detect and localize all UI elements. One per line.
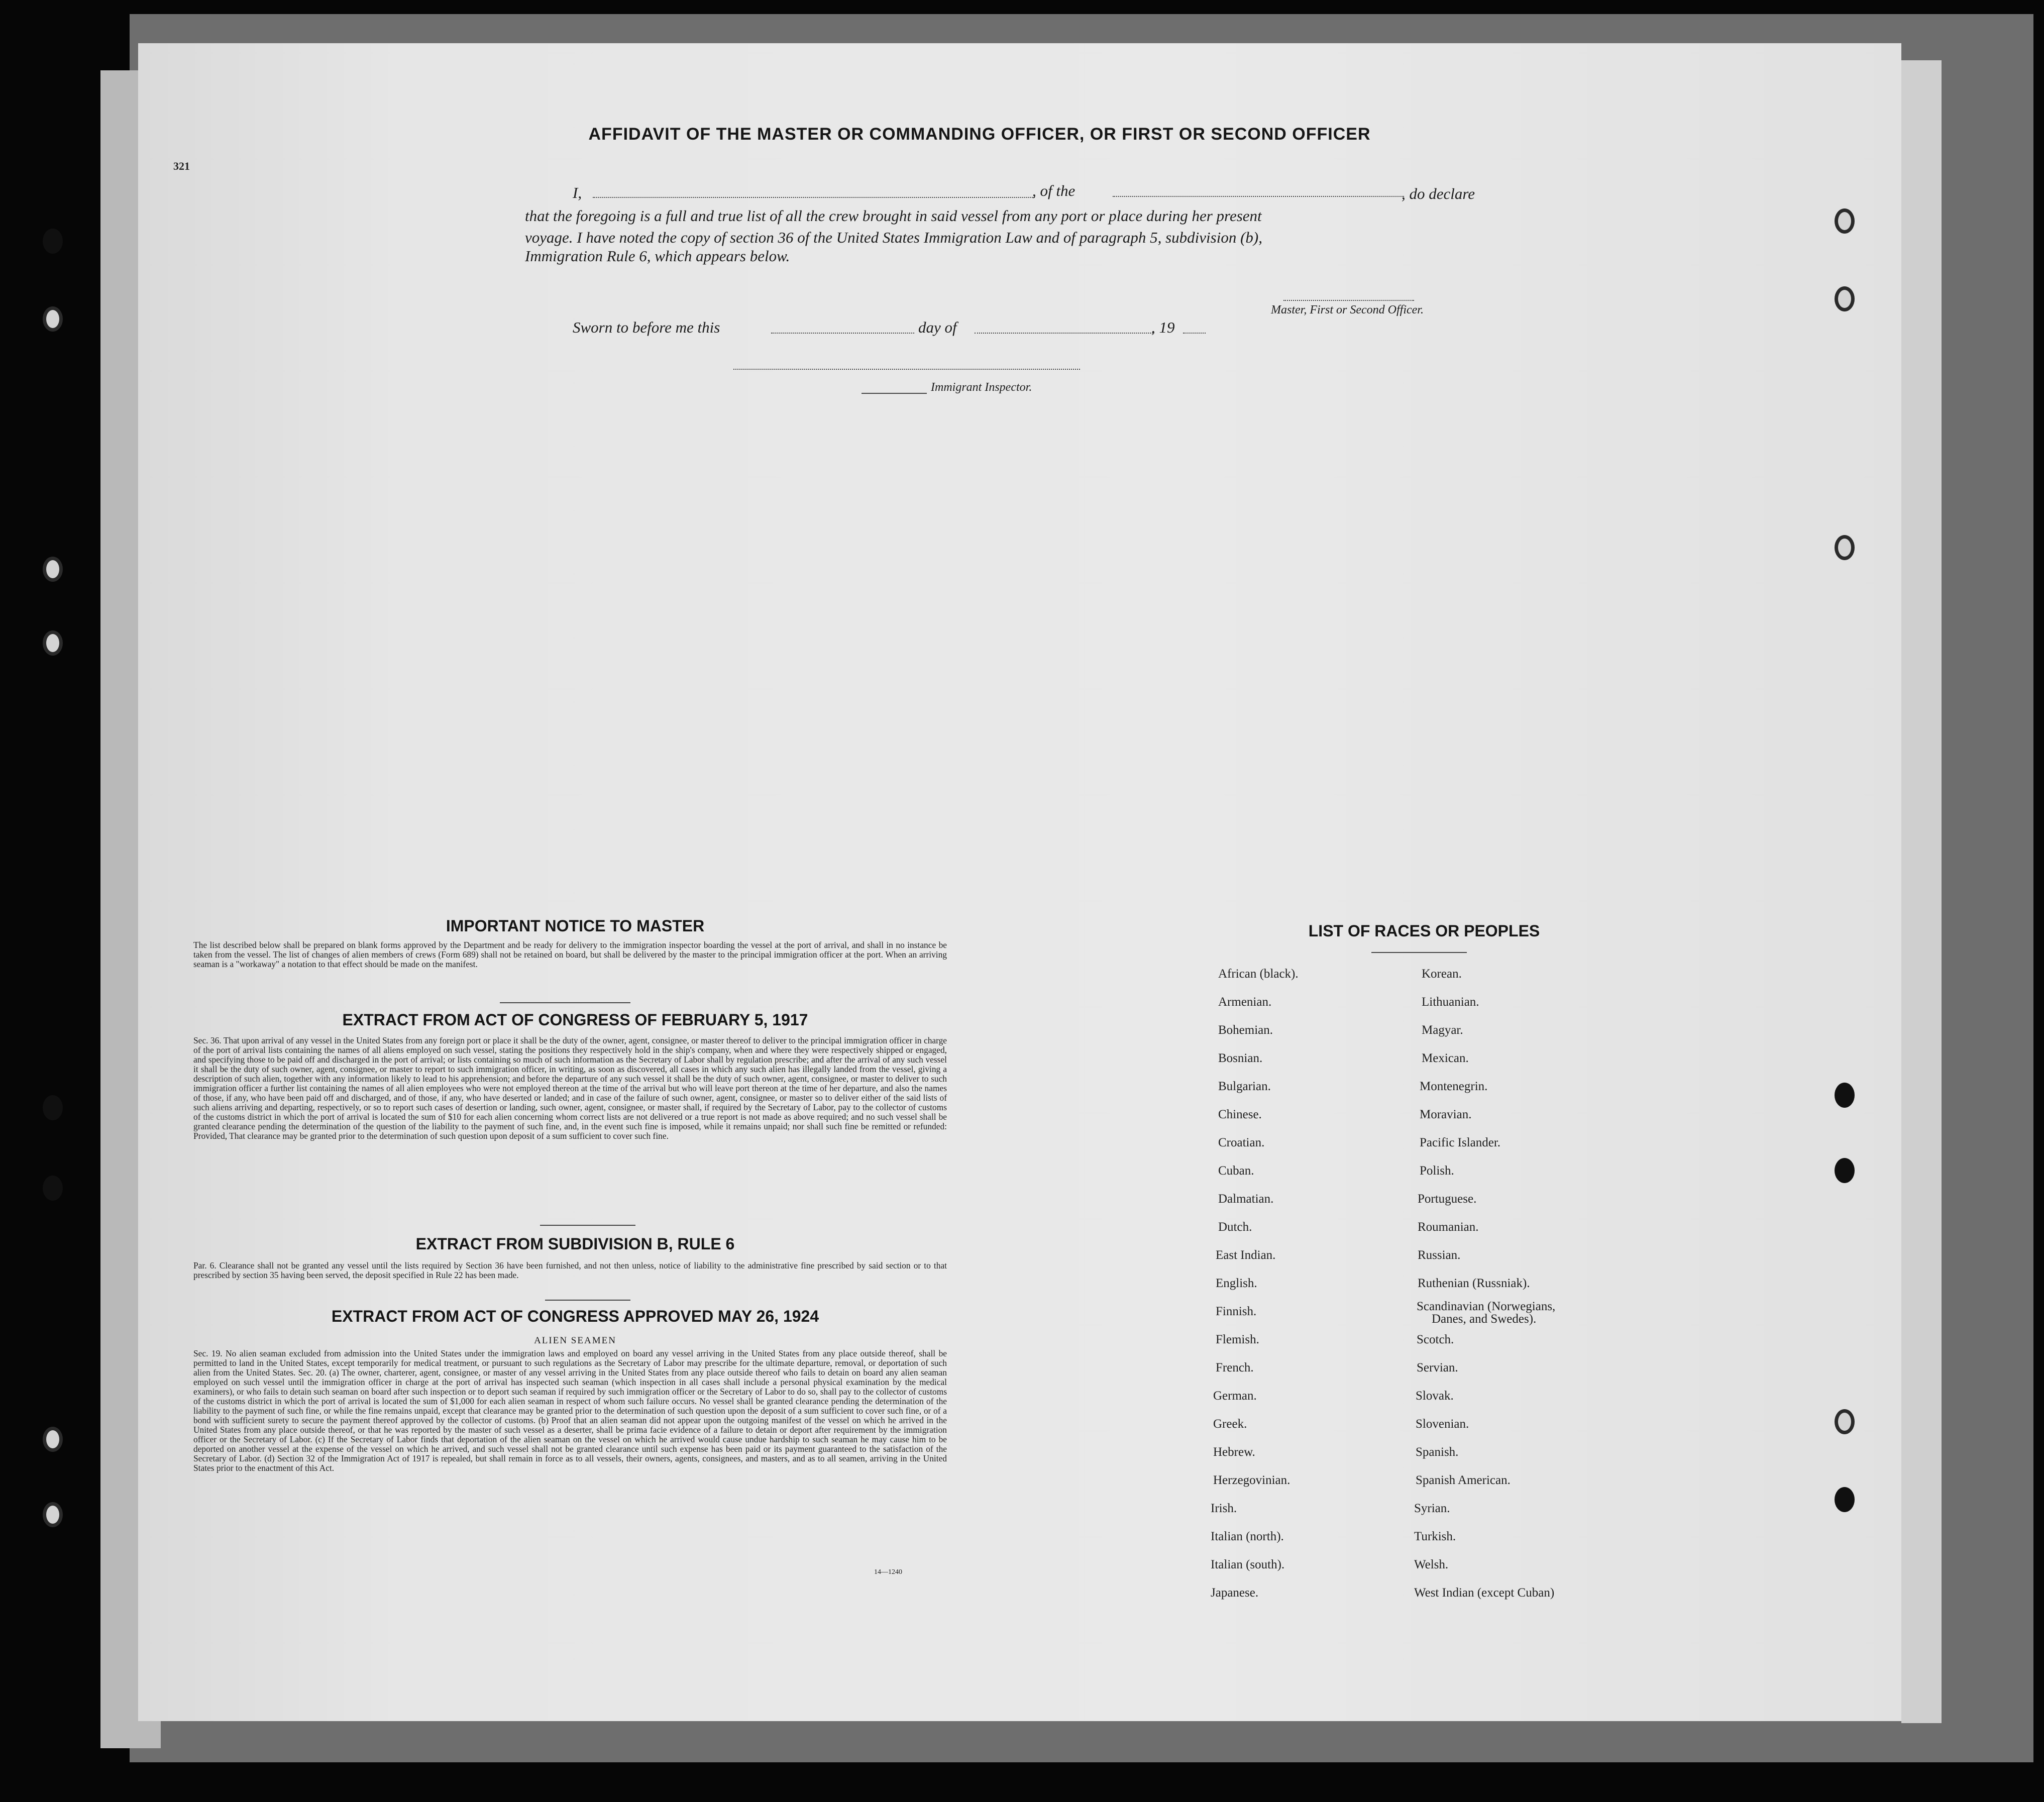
binder-hole-icon bbox=[1835, 1083, 1855, 1108]
race-item: Finnish. bbox=[1216, 1305, 1257, 1318]
inspector-line bbox=[733, 369, 1080, 370]
race-item: Mexican. bbox=[1422, 1051, 1469, 1065]
race-item: Scotch. bbox=[1417, 1333, 1454, 1346]
race-item: Hebrew. bbox=[1213, 1445, 1255, 1459]
notice-text: The list described below shall be prepared on blank forms approved by the Department and be ready for delivery to the immigration inspector boarding the vessel at the port of arrival, and shall in no instance be taken from the vessel. The list of changes of alien members of crews (Form 689) shall not be retained on board, but shall be delivered by the master to the principal immigration officer at the port. When an arriving seaman is a "workaway" a notation to that effect should be made on the manifest. bbox=[193, 940, 947, 969]
race-item: Roumanian. bbox=[1418, 1220, 1479, 1234]
margin-mark: 321 bbox=[173, 160, 190, 172]
race-item: Croatian. bbox=[1218, 1136, 1265, 1149]
race-item: Russian. bbox=[1418, 1248, 1461, 1262]
sworn-day-of: day of bbox=[918, 319, 957, 336]
binder-hole-icon bbox=[43, 1427, 63, 1452]
race-item: Bohemian. bbox=[1218, 1023, 1273, 1037]
race-item: Italian (north). bbox=[1211, 1530, 1284, 1543]
race-item: Bosnian. bbox=[1218, 1051, 1263, 1065]
race-item: Cuban. bbox=[1218, 1164, 1254, 1178]
binder-hole-icon bbox=[1835, 1409, 1855, 1434]
binder-hole-icon bbox=[43, 229, 63, 254]
signature-caption: Master, First or Second Officer. bbox=[1271, 303, 1424, 316]
race-item: Spanish American. bbox=[1416, 1473, 1511, 1487]
alien-seamen-subheading: ALIEN SEAMEN bbox=[534, 1335, 616, 1346]
race-item: Magyar. bbox=[1422, 1023, 1463, 1037]
race-item: Dutch. bbox=[1218, 1220, 1252, 1234]
races-heading: LIST OF RACES OR PEOPLES bbox=[1308, 922, 1540, 940]
race-item: Italian (south). bbox=[1211, 1558, 1285, 1571]
race-item: Ruthenian (Russniak). bbox=[1418, 1277, 1530, 1290]
race-item: East Indian. bbox=[1216, 1248, 1276, 1262]
race-item: French. bbox=[1216, 1361, 1254, 1374]
sworn-year: , 19 bbox=[1151, 319, 1175, 336]
affidavit-line-4: Immigration Rule 6, which appears below. bbox=[525, 247, 790, 265]
affidavit-of-the: , of the bbox=[1032, 182, 1075, 199]
race-item: German. bbox=[1213, 1389, 1257, 1403]
extract-1924-text: Sec. 19. No alien seaman excluded from admission into the United States under the immigration laws and employed on board any vessel arriving in the United States from any place outside thereof, shall be permitted to land in the United States, except temporarily for medical treatment, or pursuant to such regulations as the Secretary of Labor may prescribe for the ultimate departure, removal, or deportation of such alien from the United States. Sec. 20. (a) The owner, charterer, agent, consignee, or master of any vessel arriving in the United States from any place outside thereof who fails to detain on board any alien seaman employed on such vessel until the immigration officer in charge at the port of arrival has inspected such seaman (which inspection in all cases shall include a personal physical examination by the medical examiners), or who fails to detain such seaman on board after such inspection or to deport such seaman if required by such immigration officer or the Secretary of Labor to do so, shall pay to the collector of customs of the customs district in which the port of arrival is located the sum of $1,000 for each alien seaman in respect of whom such failure occurs. No vessel shall be granted clearance pending the determination of the liability to the payment of such fine, or while the fine remains unpaid, except that clearance may be granted prior to the determination of such question upon the deposit of a sum sufficient to cover such fine, or of a bond with sufficient surety to secure the payment thereof approved by the collector of customs. (b) Proof that an alien seaman did not appear upon the outgoing manifest of the vessel on which he arrived in the United States from any place outside thereof, or that he was reported by the master of such vessel as a deserter, shall be prima facie evidence of a failure to detain or deport after requirement by the immigration officer or the Secretary of Labor. (c) If the Secretary of Labor finds that deportation of the alien seaman on the vessel on which he arrived would cause undue hardship to such seaman he may cause him to be deported on another vessel at the expense of the vessel on which he arrived, and such vessel shall not be granted clearance until such expense has been paid or its payment guaranteed to the satisfaction of the Secretary of Labor. (d) Section 32 of the Immigration Act of 1917 is repealed, but shall remain in force as to all vessels, their owners, agents, consignees, and masters, and as to all seamen, arriving in the United States prior to the enactment of this Act. bbox=[193, 1348, 947, 1473]
race-item: Syrian. bbox=[1414, 1502, 1450, 1515]
binder-hole-icon bbox=[1835, 208, 1855, 234]
divider bbox=[500, 1002, 630, 1003]
extract-rule6-text: Par. 6. Clearance shall not be granted any vessel until the lists required by Section 36 have been furnished, and not then unless, notice of liability to the administrative fine prescribed by said section or to that prescribed by section 35 having been served, the deposit specified in Rule 22 has been made. bbox=[193, 1260, 947, 1280]
binder-hole-icon bbox=[1835, 535, 1855, 560]
race-item: Servian. bbox=[1417, 1361, 1458, 1374]
race-item: Moravian. bbox=[1420, 1108, 1472, 1121]
race-item: West Indian (except Cuban) bbox=[1414, 1586, 1555, 1600]
race-item: Slovenian. bbox=[1416, 1417, 1469, 1431]
race-item: English. bbox=[1216, 1277, 1257, 1290]
divider bbox=[540, 1225, 635, 1226]
race-item: Greek. bbox=[1213, 1417, 1247, 1431]
race-item: Portuguese. bbox=[1418, 1192, 1477, 1206]
affidavit-do-declare: , do declare bbox=[1402, 185, 1475, 202]
binder-hole-icon bbox=[43, 1502, 63, 1527]
inspector-short-line bbox=[862, 393, 927, 394]
race-item: Flemish. bbox=[1216, 1333, 1259, 1346]
extract-1917-heading: EXTRACT FROM ACT OF CONGRESS OF FEBRUARY 5, 1917 bbox=[342, 1011, 808, 1029]
divider bbox=[1371, 952, 1467, 953]
race-item: Turkish. bbox=[1414, 1530, 1456, 1543]
race-item: Pacific Islander. bbox=[1420, 1136, 1501, 1149]
race-item: Spanish. bbox=[1416, 1445, 1459, 1459]
binder-hole-icon bbox=[43, 1095, 63, 1120]
affidavit-title: AFFIDAVIT OF THE MASTER OR COMMANDING OFFICER, OR FIRST OR SECOND OFFICER bbox=[588, 125, 1371, 144]
binder-hole-icon bbox=[1835, 1158, 1855, 1183]
binder-hole-icon bbox=[43, 1176, 63, 1201]
race-item: Chinese. bbox=[1218, 1108, 1262, 1121]
extract-1924-heading: EXTRACT FROM ACT OF CONGRESS APPROVED MAY 26, 1924 bbox=[331, 1307, 819, 1325]
affidavit-i: I, bbox=[573, 184, 582, 201]
race-item: Scandinavian (Norwegians, bbox=[1417, 1300, 1556, 1313]
divider bbox=[545, 1300, 630, 1301]
binder-hole-icon bbox=[43, 306, 63, 332]
notice-heading: IMPORTANT NOTICE TO MASTER bbox=[446, 917, 705, 935]
extract-rule6-heading: EXTRACT FROM SUBDIVISION B, RULE 6 bbox=[415, 1235, 735, 1253]
race-item: Korean. bbox=[1422, 967, 1462, 981]
sworn-month-blank bbox=[975, 333, 1153, 334]
page-edge bbox=[1901, 60, 1942, 1723]
race-item: Danes, and Swedes). bbox=[1432, 1312, 1537, 1326]
form-number: 14—1240 bbox=[874, 1568, 902, 1576]
race-item: Bulgarian. bbox=[1218, 1080, 1271, 1093]
race-item: Welsh. bbox=[1414, 1558, 1449, 1571]
binder-hole-icon bbox=[1835, 1487, 1855, 1512]
name-blank bbox=[593, 197, 1035, 198]
affidavit-line-2: that the foregoing is a full and true list of all the crew brought in said vessel from any port or place during her present bbox=[525, 207, 1262, 225]
sworn-year-blank bbox=[1183, 333, 1206, 334]
race-item: Herzegovinian. bbox=[1213, 1473, 1290, 1487]
affidavit-line-3: voyage. I have noted the copy of section 36 of the United States Immigration Law and of paragraph 5, subdivision (b), bbox=[525, 229, 1262, 246]
binder-hole-icon bbox=[43, 557, 63, 582]
race-item: Dalmatian. bbox=[1218, 1192, 1274, 1206]
race-item: Lithuanian. bbox=[1422, 995, 1479, 1009]
race-item: Montenegrin. bbox=[1420, 1080, 1488, 1093]
sworn-day-blank bbox=[771, 333, 914, 334]
race-item: Slovak. bbox=[1416, 1389, 1454, 1403]
sworn-text: Sworn to before me this bbox=[573, 319, 720, 336]
signature-line bbox=[1283, 300, 1414, 301]
extract-1917-text: Sec. 36. That upon arrival of any vessel in the United States from any foreign port or place it shall be the duty of the owner, agent, consignee, or master thereof to deliver to the principal immigration officer in charge of the port of arrival lists containing the names of all aliens employed on such vessel, stating the positions they respectively hold in the ship's company, when and where they were respectively shipped or engaged, and specifying those to be paid off and discharged in the port of arrival; or lists containing so much of such information as the Secretary of Labor shall by regulation prescribe; and after the arrival of any such vessel it shall be the duty of such owner, agent, consignee, or master to report to such immigration officer, in writing, as soon as discovered, all cases in which any such alien has illegally landed from the vessel, giving a description of such alien, together with any information likely to lead to his apprehension; and before the departure of any such vessel it shall be the duty of such owner, agent, consignee, or master to deliver to such immigration officer a further list containing the names of all alien employees who were not employed thereon at the time of the arrival but who will leave port thereon at the time of her departure, and also the names of those, if any, who have been paid off and discharged, and of those, if any, who have deserted or landed; and in case of the failure of such owner, agent, consignee, or master so to deliver either of the said lists of such aliens arriving and departing, respectively, or so to report such cases of desertion or landing, such owner, agent, consignee, or master shall, if required by the Secretary of Labor, pay to the collector of customs of the customs district in which the port of arrival is located the sum of $10 for each alien concerning whom correct lists are not delivered or a true report is not made as above required; and no such vessel shall be granted clearance pending the determination of the question of the liability to the payment of such fine, and, in the event such fine is imposed, while it remains unpaid; nor shall such fine be remitted or refunded: Provided, That clearance may be granted prior to the determination of such question upon deposit of a sum sufficient to cover such fine. bbox=[193, 1035, 947, 1141]
race-item: Japanese. bbox=[1211, 1586, 1259, 1600]
binder-hole-icon bbox=[43, 630, 63, 656]
binder-hole-icon bbox=[1835, 286, 1855, 311]
race-item: Armenian. bbox=[1218, 995, 1272, 1009]
vessel-blank bbox=[1113, 196, 1404, 197]
race-item: Polish. bbox=[1420, 1164, 1454, 1178]
inspector-caption: Immigrant Inspector. bbox=[931, 381, 1032, 394]
race-item: Irish. bbox=[1211, 1502, 1237, 1515]
race-item: African (black). bbox=[1218, 967, 1299, 981]
